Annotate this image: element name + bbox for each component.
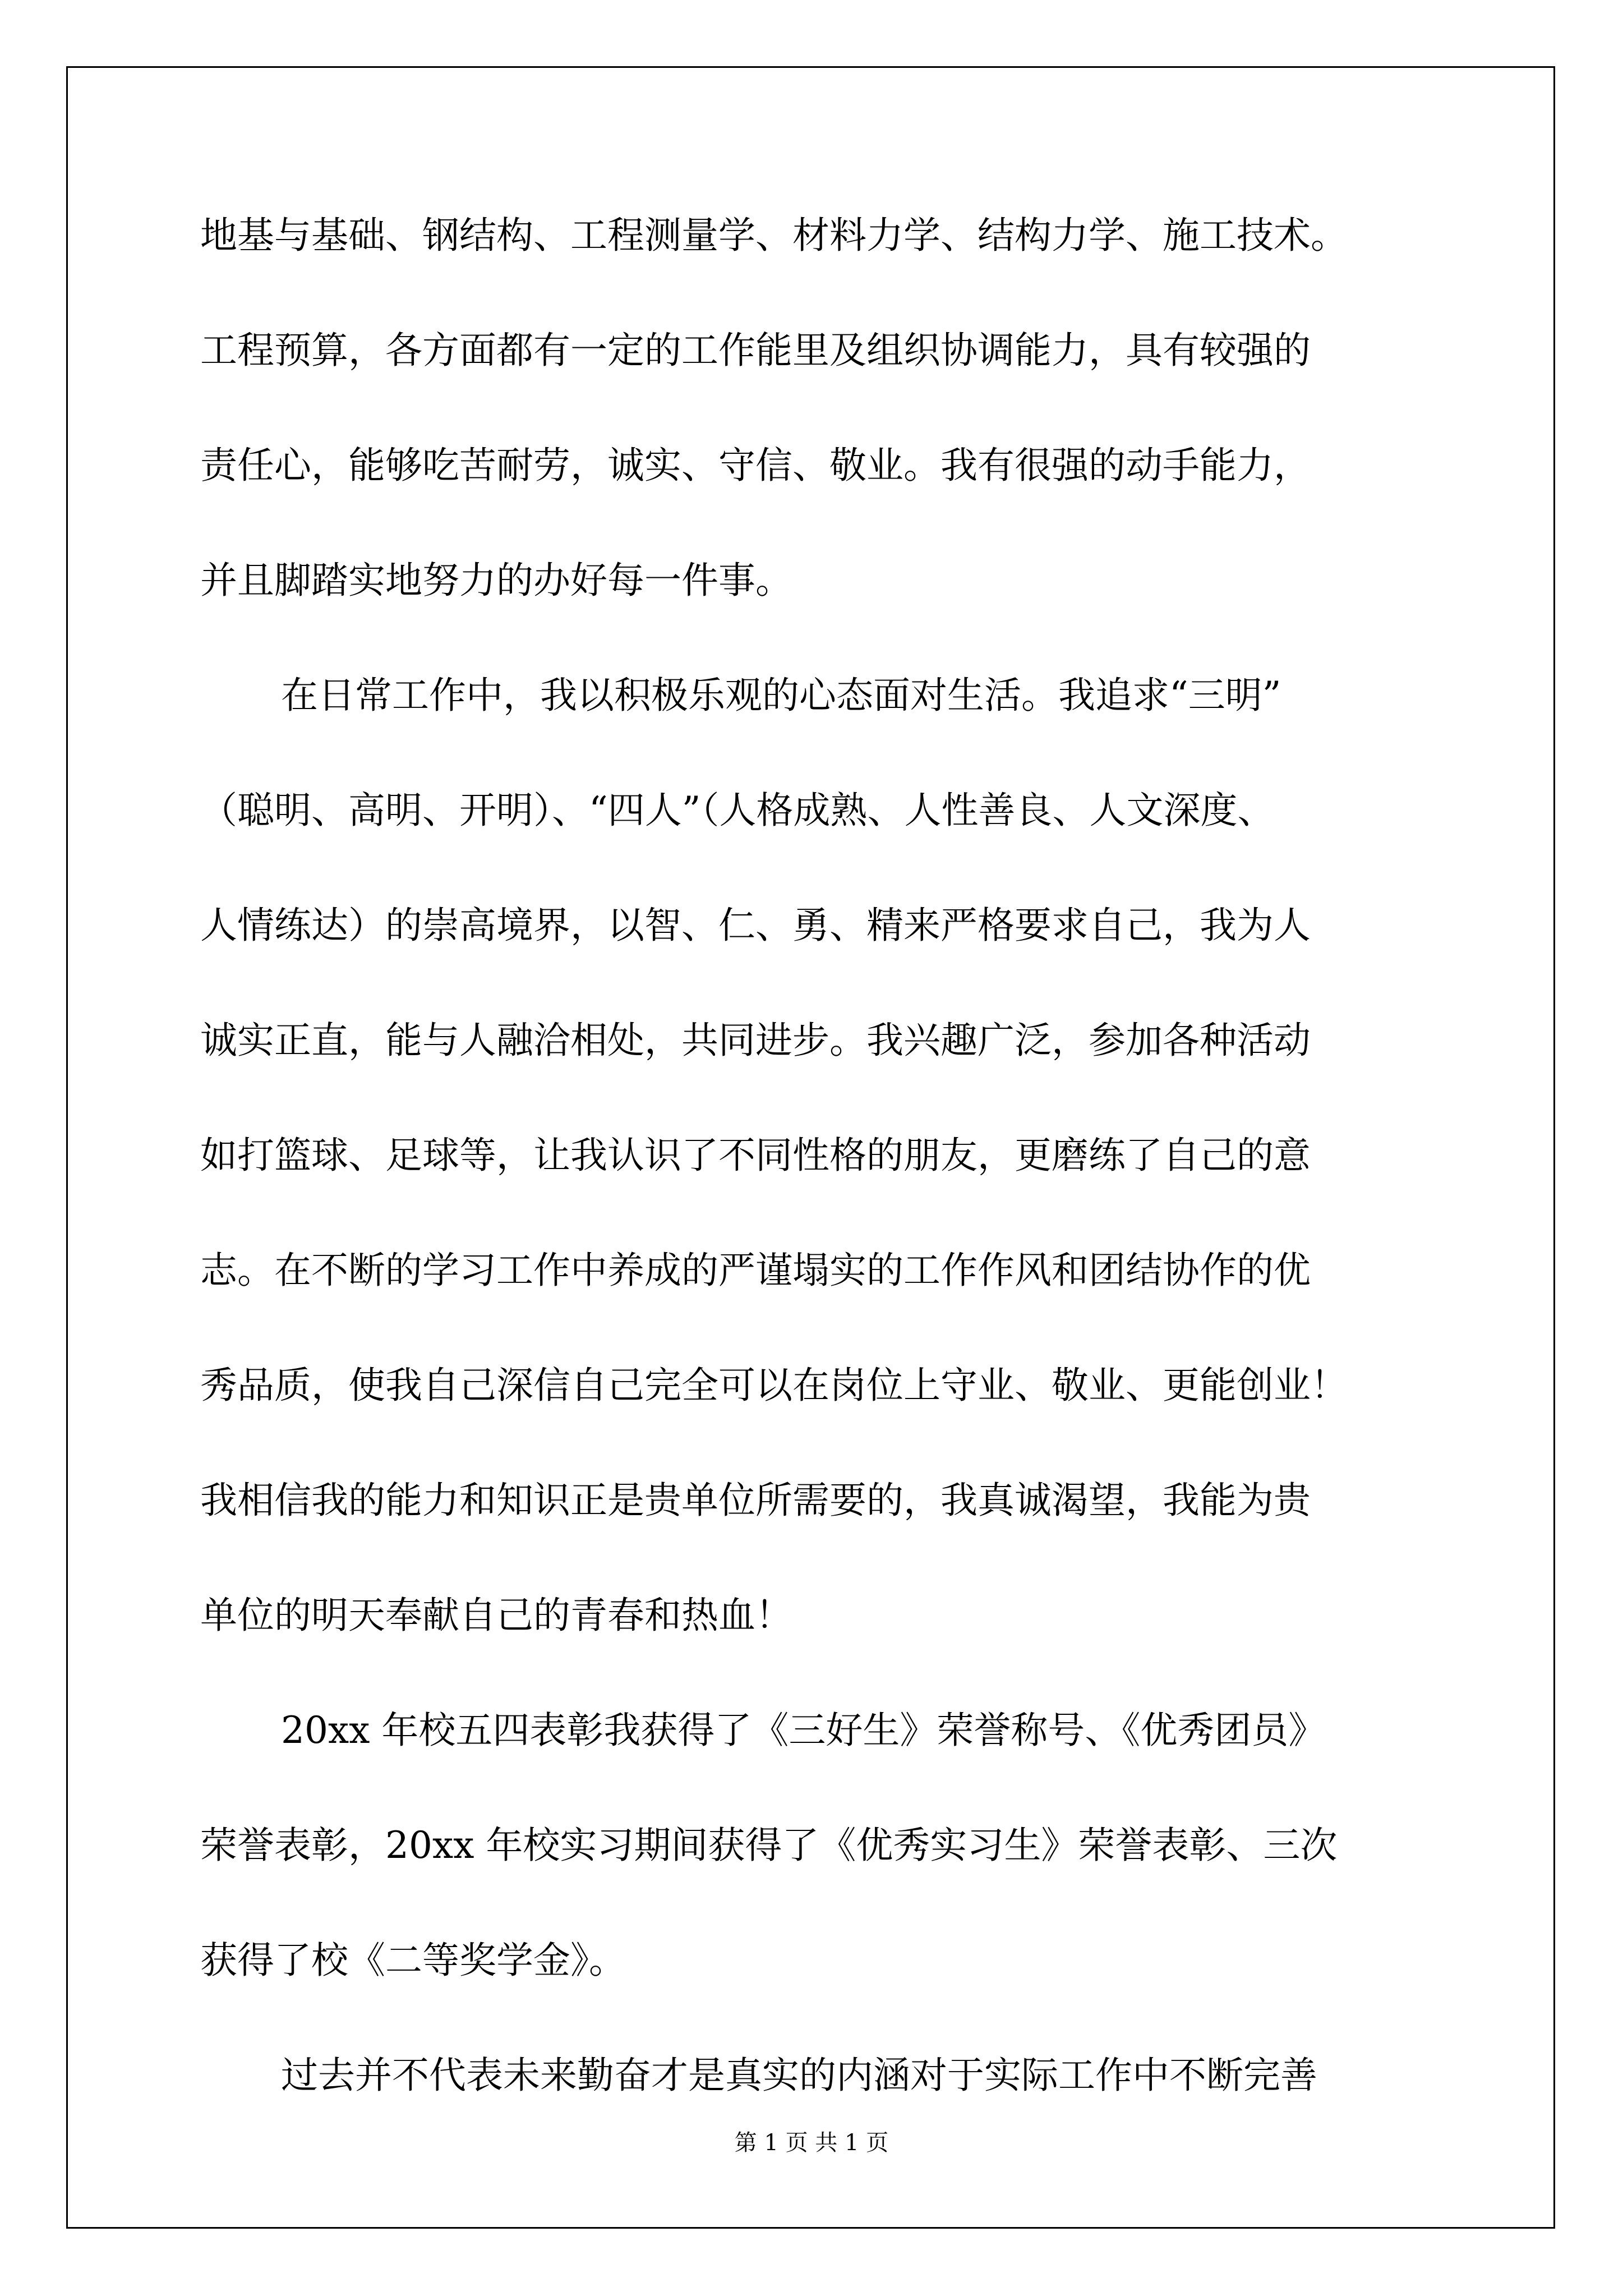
text-line: 工程预算，各方面都有一定的工作能里及组织协调能力，具有较强的 xyxy=(200,329,1311,372)
text-line: 我相信我的能力和知识正是贵单位所需要的，我真诚渴望，我能为贵 xyxy=(200,1479,1311,1522)
text-line: 志。在不断的学习工作中养成的严谨塌实的工作作风和团结协作的优 xyxy=(200,1249,1311,1292)
text-line: （聪明、高明、开明）、“四人”（人格成熟、人性善良、人文深度、 xyxy=(200,789,1275,832)
text-line: 荣誉表彰，20xx 年校实习期间获得了《优秀实习生》荣誉表彰、三次 xyxy=(200,1824,1338,1867)
text-line: 并且脚踏实地努力的办好每一件事。 xyxy=(200,559,792,602)
text-line: 地基与基础、钢结构、工程测量学、材料力学、结构力学、施工技术。 xyxy=(200,214,1348,257)
text-line: 如打篮球、足球等，让我认识了不同性格的朋友，更磨练了自己的意 xyxy=(200,1134,1311,1177)
text-line: 获得了校《二等奖学金》。 xyxy=(200,1939,626,1982)
text-line: 20xx 年校五四表彰我获得了《三好生》荣誉称号、《优秀团员》 xyxy=(281,1709,1326,1752)
text-line: 人情练达）的崇高境界，以智、仁、勇、精来严格要求自己，我为人 xyxy=(200,904,1311,947)
text-line: 责任心，能够吃苦耐劳，诚实、守信、敬业。我有很强的动手能力， xyxy=(200,444,1311,487)
text-line: 过去并不代表未来勤奋才是真实的内涵对于实际工作中不断完善 xyxy=(281,2054,1317,2097)
text-line: 单位的明天奉献自己的青春和热血！ xyxy=(200,1594,792,1637)
text-line: 秀品质，使我自己深信自己完全可以在岗位上守业、敬业、更能创业！ xyxy=(200,1364,1348,1407)
page-number: 第 1 页 共 1 页 xyxy=(734,2130,889,2156)
text-line: 诚实正直，能与人融洽相处，共同进步。我兴趣广泛，参加各种活动 xyxy=(200,1019,1311,1062)
text-line: 在日常工作中，我以积极乐观的心态面对生活。我追求“三明” xyxy=(281,674,1281,717)
